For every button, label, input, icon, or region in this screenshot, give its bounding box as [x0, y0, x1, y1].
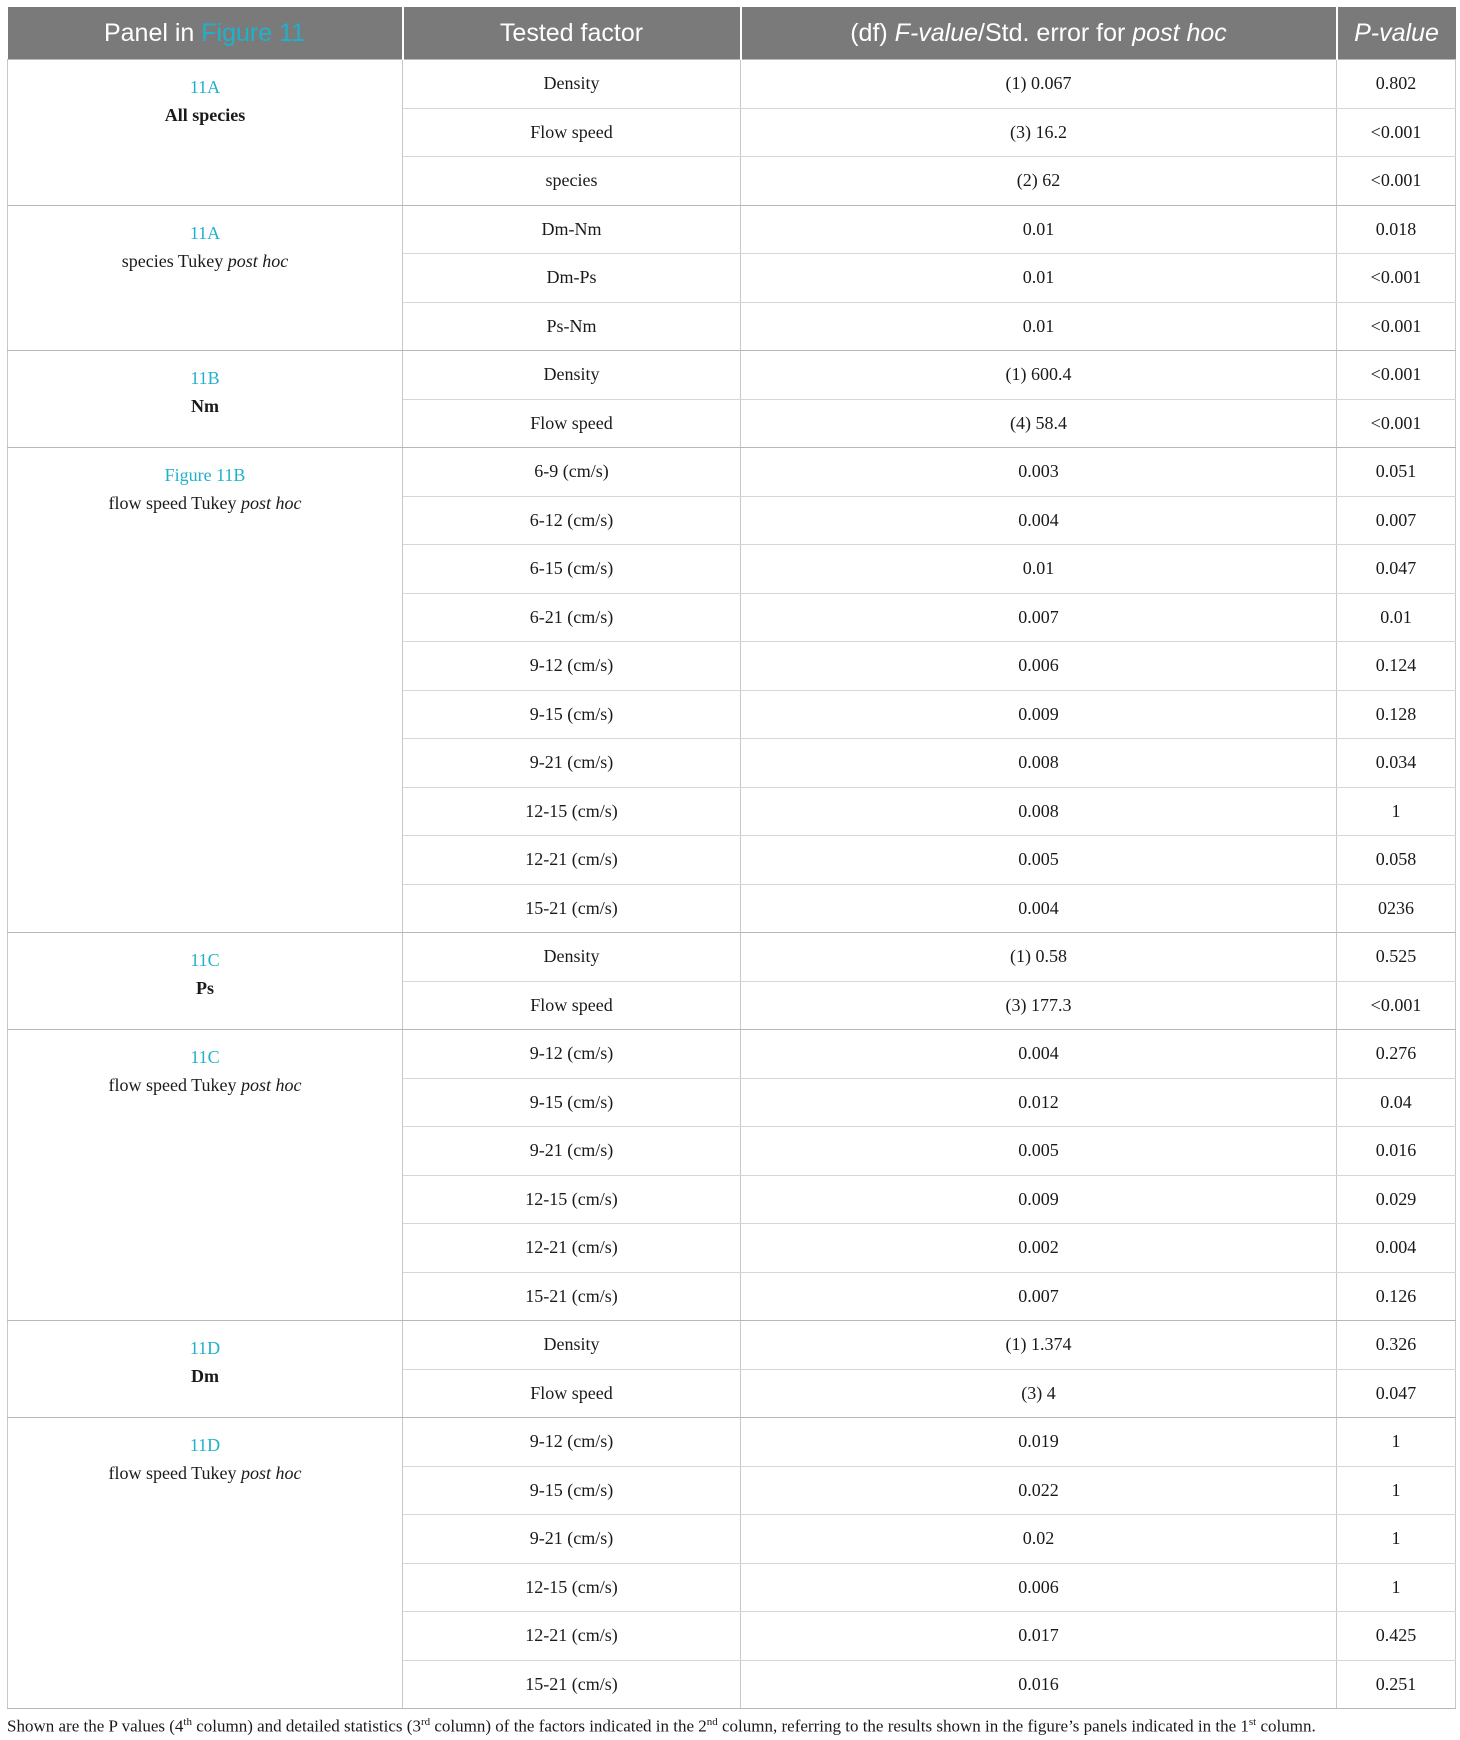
statistic-cell: (1) 1.374 — [741, 1321, 1337, 1370]
table-row — [8, 1321, 1456, 1370]
tested-factor-cell: 9-15 (cm/s) — [403, 1078, 741, 1127]
panel-cell — [8, 1321, 403, 1418]
tested-factor-cell: 9-21 (cm/s) — [403, 739, 741, 788]
statistic-cell: 0.006 — [741, 642, 1337, 691]
panel-cell — [8, 1418, 403, 1709]
tested-factor-cell: 9-21 (cm/s) — [403, 1127, 741, 1176]
statistic-cell: 0.01 — [741, 205, 1337, 254]
tested-factor-cell: Dm-Nm — [403, 205, 741, 254]
statistic-cell: 0.007 — [741, 593, 1337, 642]
table-header-row — [8, 7, 1456, 60]
panel-description — [8, 392, 402, 420]
tested-factor-cell: 12-21 (cm/s) — [403, 1612, 741, 1661]
p-value-cell: <0.001 — [1337, 254, 1456, 303]
table-row — [8, 448, 1456, 497]
statistic-cell: 0.02 — [741, 1515, 1337, 1564]
panel-description — [8, 974, 402, 1002]
tested-factor-cell: 6-21 (cm/s) — [403, 593, 741, 642]
statistic-cell: 0.008 — [741, 739, 1337, 788]
tested-factor-cell: 6-15 (cm/s) — [403, 545, 741, 594]
tested-factor-cell: Density — [403, 351, 741, 400]
p-value-cell: 0.007 — [1337, 496, 1456, 545]
figure-link[interactable]: Figure 11 — [201, 18, 306, 47]
p-value-cell: 0.525 — [1337, 933, 1456, 982]
panel-description-text: flow speed Tukey — [108, 1463, 241, 1483]
tested-factor-cell: 6-12 (cm/s) — [403, 496, 741, 545]
p-value-cell: 0.051 — [1337, 448, 1456, 497]
tested-factor-cell: Flow speed — [403, 108, 741, 157]
header-p-value: P-value — [1337, 7, 1456, 60]
panel-description-text: Nm — [191, 396, 219, 416]
tested-factor-cell: Ps-Nm — [403, 302, 741, 351]
p-value-cell: 0.047 — [1337, 1369, 1456, 1418]
p-value-cell: <0.001 — [1337, 399, 1456, 448]
tested-factor-cell: 9-21 (cm/s) — [403, 1515, 741, 1564]
panel-cell — [8, 205, 403, 351]
panel-figure-link[interactable]: 11A — [189, 222, 221, 243]
panel-description-italic: post hoc — [241, 493, 302, 513]
statistic-cell: 0.004 — [741, 496, 1337, 545]
statistic-cell: 0.002 — [741, 1224, 1337, 1273]
tested-factor-cell: species — [403, 157, 741, 206]
statistic-cell: 0.005 — [741, 836, 1337, 885]
tested-factor-cell: 9-12 (cm/s) — [403, 642, 741, 691]
tested-factor-cell: 12-15 (cm/s) — [403, 1563, 741, 1612]
statistic-cell: 0.01 — [741, 254, 1337, 303]
statistic-cell: 0.012 — [741, 1078, 1337, 1127]
statistic-cell: 0.022 — [741, 1466, 1337, 1515]
tested-factor-cell: 9-12 (cm/s) — [403, 1030, 741, 1079]
panel-description-text: All species — [164, 105, 246, 125]
table-row — [8, 1030, 1456, 1079]
panel-description-text: flow speed Tukey — [108, 493, 241, 513]
table-row — [8, 1418, 1456, 1467]
table-row — [8, 60, 1456, 109]
panel-description-text: flow speed Tukey — [108, 1075, 241, 1095]
panel-figure-link[interactable]: 11C — [190, 950, 220, 970]
p-value-cell: 0236 — [1337, 884, 1456, 933]
p-value-cell: 1 — [1337, 1418, 1456, 1467]
statistic-cell: (1) 600.4 — [741, 351, 1337, 400]
panel-description — [8, 1071, 402, 1099]
table-row — [8, 933, 1456, 982]
p-value-cell: 0.802 — [1337, 60, 1456, 109]
statistic-cell: (4) 58.4 — [741, 399, 1337, 448]
p-value-cell: 1 — [1337, 1563, 1456, 1612]
statistic-cell: 0.01 — [741, 302, 1337, 351]
p-value-cell: 0.251 — [1337, 1660, 1456, 1709]
p-value-cell: 0.425 — [1337, 1612, 1456, 1661]
p-value-cell: <0.001 — [1337, 981, 1456, 1030]
statistic-cell: 0.01 — [741, 545, 1337, 594]
tested-factor-cell: 15-21 (cm/s) — [403, 1272, 741, 1321]
tested-factor-cell: 12-21 (cm/s) — [403, 836, 741, 885]
p-value-cell: 0.276 — [1337, 1030, 1456, 1079]
panel-description — [8, 489, 402, 517]
panel-description-italic: post hoc — [241, 1463, 302, 1483]
statistic-cell: (3) 4 — [741, 1369, 1337, 1418]
panel-cell — [8, 60, 403, 206]
tested-factor-cell: 9-12 (cm/s) — [403, 1418, 741, 1467]
statistic-cell: 0.016 — [741, 1660, 1337, 1709]
table-row — [8, 205, 1456, 254]
panel-description-text: Ps — [196, 978, 214, 998]
p-value-cell: 0.016 — [1337, 1127, 1456, 1176]
panel-cell — [8, 933, 403, 1030]
panel-description-italic: post hoc — [227, 250, 289, 271]
tested-factor-cell: 15-21 (cm/s) — [403, 1660, 741, 1709]
panel-cell — [8, 351, 403, 448]
p-value-cell: 0.047 — [1337, 545, 1456, 594]
header-statistic: (df) F-value/Std. error for post hoc — [741, 7, 1337, 60]
panel-figure-link[interactable]: 11B — [190, 368, 220, 388]
p-value-cell: 0.126 — [1337, 1272, 1456, 1321]
p-value-cell: 1 — [1337, 1466, 1456, 1515]
p-value-cell: 0.01 — [1337, 593, 1456, 642]
tested-factor-cell: Density — [403, 60, 741, 109]
tested-factor-cell: Density — [403, 933, 741, 982]
tested-factor-cell: Dm-Ps — [403, 254, 741, 303]
tested-factor-cell: Flow speed — [403, 981, 741, 1030]
p-value-cell: <0.001 — [1337, 302, 1456, 351]
statistic-cell: (1) 0.067 — [741, 60, 1337, 109]
panel-figure-link[interactable]: 11D — [189, 1435, 221, 1455]
statistic-cell: 0.003 — [741, 448, 1337, 497]
p-value-cell: 1 — [1337, 787, 1456, 836]
tested-factor-cell: 9-15 (cm/s) — [403, 690, 741, 739]
table-footnote: Shown are the P values (4th column) and detailed statistics (3rd column) of the factors indicated in the 2nd column, referring to the results shown in the figure’s panels indicated in the 1st column. — [7, 1716, 1316, 1736]
tested-factor-cell: Density — [403, 1321, 741, 1370]
statistic-cell: 0.007 — [741, 1272, 1337, 1321]
p-value-cell: <0.001 — [1337, 157, 1456, 206]
tested-factor-cell: 15-21 (cm/s) — [403, 884, 741, 933]
panel-description-text: species Tukey — [121, 250, 228, 271]
tested-factor-cell: 12-15 (cm/s) — [403, 787, 741, 836]
stats-table-container — [7, 7, 1455, 1709]
statistic-cell: (1) 0.58 — [741, 933, 1337, 982]
p-value-cell: 0.04 — [1337, 1078, 1456, 1127]
tested-factor-cell: 9-15 (cm/s) — [403, 1466, 741, 1515]
stats-table — [7, 7, 1456, 1709]
p-value-cell: 0.004 — [1337, 1224, 1456, 1273]
statistic-cell: 0.004 — [741, 884, 1337, 933]
statistic-cell: (3) 177.3 — [741, 981, 1337, 1030]
header-panel: Panel in Figure 11 — [8, 7, 403, 60]
panel-description — [8, 1459, 402, 1487]
panel-figure-link[interactable]: Figure 11B — [164, 465, 246, 485]
tested-factor-cell: 6-9 (cm/s) — [403, 448, 741, 497]
p-value-cell: <0.001 — [1337, 351, 1456, 400]
panel-cell — [8, 448, 403, 933]
tested-factor-cell: Flow speed — [403, 399, 741, 448]
panel-description — [8, 101, 402, 129]
panel-cell — [8, 1030, 403, 1321]
statistic-cell: 0.009 — [741, 1175, 1337, 1224]
statistic-cell: 0.004 — [741, 1030, 1337, 1079]
table-row — [8, 351, 1456, 400]
p-value-cell: 0.128 — [1337, 690, 1456, 739]
statistic-cell: 0.019 — [741, 1418, 1337, 1467]
p-value-cell: 1 — [1337, 1515, 1456, 1564]
panel-description-text: Dm — [191, 1366, 219, 1386]
statistic-cell: (3) 16.2 — [741, 108, 1337, 157]
p-value-cell: 0.018 — [1337, 205, 1456, 254]
panel-figure-link[interactable]: 11A — [189, 77, 221, 97]
p-value-cell: <0.001 — [1337, 108, 1456, 157]
statistic-cell: 0.017 — [741, 1612, 1337, 1661]
panel-description — [8, 247, 402, 275]
header-tested-factor: Tested factor — [403, 7, 741, 60]
panel-description — [8, 1362, 402, 1390]
p-value-cell: 0.034 — [1337, 739, 1456, 788]
statistic-cell: 0.008 — [741, 787, 1337, 836]
tested-factor-cell: Flow speed — [403, 1369, 741, 1418]
p-value-cell: 0.058 — [1337, 836, 1456, 885]
statistic-cell: 0.006 — [741, 1563, 1337, 1612]
table-body — [8, 60, 1456, 1709]
panel-figure-link[interactable]: 11D — [189, 1338, 221, 1358]
p-value-cell: 0.124 — [1337, 642, 1456, 691]
tested-factor-cell: 12-21 (cm/s) — [403, 1224, 741, 1273]
tested-factor-cell: 12-15 (cm/s) — [403, 1175, 741, 1224]
p-value-cell: 0.029 — [1337, 1175, 1456, 1224]
statistic-cell: 0.005 — [741, 1127, 1337, 1176]
statistic-cell: 0.009 — [741, 690, 1337, 739]
panel-description-italic: post hoc — [241, 1075, 302, 1095]
panel-figure-link[interactable]: 11C — [190, 1047, 220, 1067]
p-value-cell: 0.326 — [1337, 1321, 1456, 1370]
statistic-cell: (2) 62 — [741, 157, 1337, 206]
